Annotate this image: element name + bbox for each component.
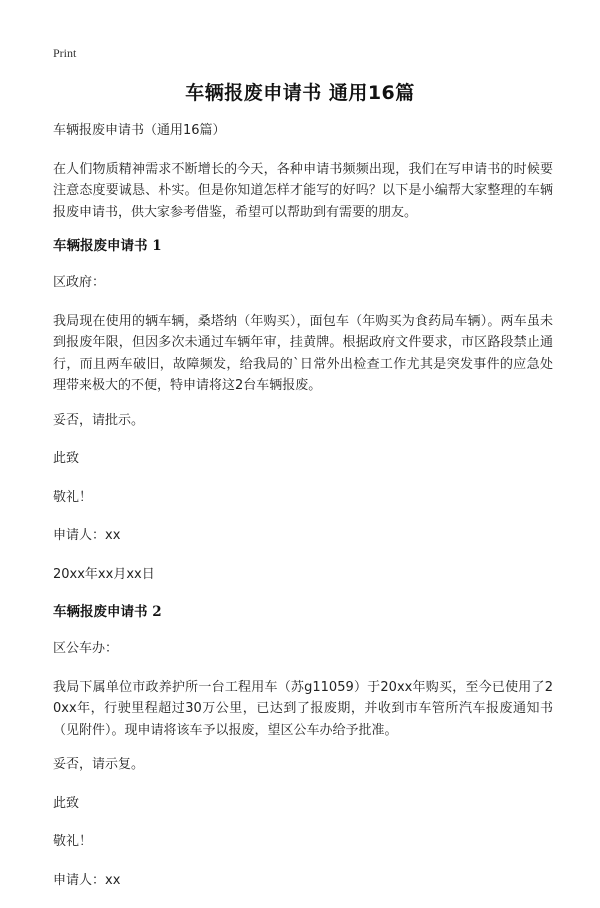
letter2-heading: 车辆报废申请书 2	[53, 604, 162, 620]
intro-paragraph: 在人们物质精神需求不断增长的今天，各种申请书频频出现，我们在写申请书的时候要注意态度要诚恳、朴实。但是你知道怎样才能写的好吗？以下是小编帮大家整理的车辆报废申请书，供大家参考借鉴，希望可以帮助到有需要的朋友。	[53, 161, 553, 220]
document-body	[53, 120, 553, 908]
letter1-heading: 车辆报废申请书 1	[53, 238, 162, 254]
intro-subtitle: 车辆报废申请书（通用16篇）	[53, 123, 226, 138]
print-label: Print	[53, 46, 77, 60]
letter1-body: 我局现在使用的辆车辆，桑塔纳（年购买），面包车（年购买为食药局车辆）。两车虽未到报废年限，但因多次未通过车辆年审，挂黄牌。根据政府文件要求，市区路段禁止通行，而且两车破旧，故障频发，给我局的`日常外出检查工作尤其是突发事件的应急处理带来极大的不便，特申请将这2台车辆报废。	[53, 313, 553, 393]
letter2-closing-regards: 敬礼！	[53, 834, 93, 849]
letter2-recipient: 区公车办：	[53, 641, 119, 656]
letter1-closing-regards: 敬礼！	[53, 489, 93, 505]
letter1-closing-salutation: 此致	[53, 451, 80, 466]
document-title: 车辆报废申请书 通用16篇	[185, 82, 415, 104]
letter2-body: 我局下属单位市政养护所一台工程用车（苏g11059）于20xx年购买，至今已使用了20xx年，行驶里程超过30万公里，已达到了报废期，并收到市车管所汽车报废通知书（见附件）。现申请将该车予以报废，望区公车办给予批准。	[53, 679, 553, 738]
letter1-date: 20xx年xx月xx日	[53, 566, 155, 582]
letter2-request: 妥否，请示复。	[53, 757, 145, 772]
letter2-closing-salutation: 此致	[53, 795, 80, 811]
letter1-request: 妥否，请批示。	[53, 412, 145, 428]
letter2-applicant: 申请人：xx	[53, 872, 121, 888]
letter1-applicant: 申请人：xx	[53, 528, 121, 543]
letter1-recipient: 区政府：	[53, 275, 106, 290]
